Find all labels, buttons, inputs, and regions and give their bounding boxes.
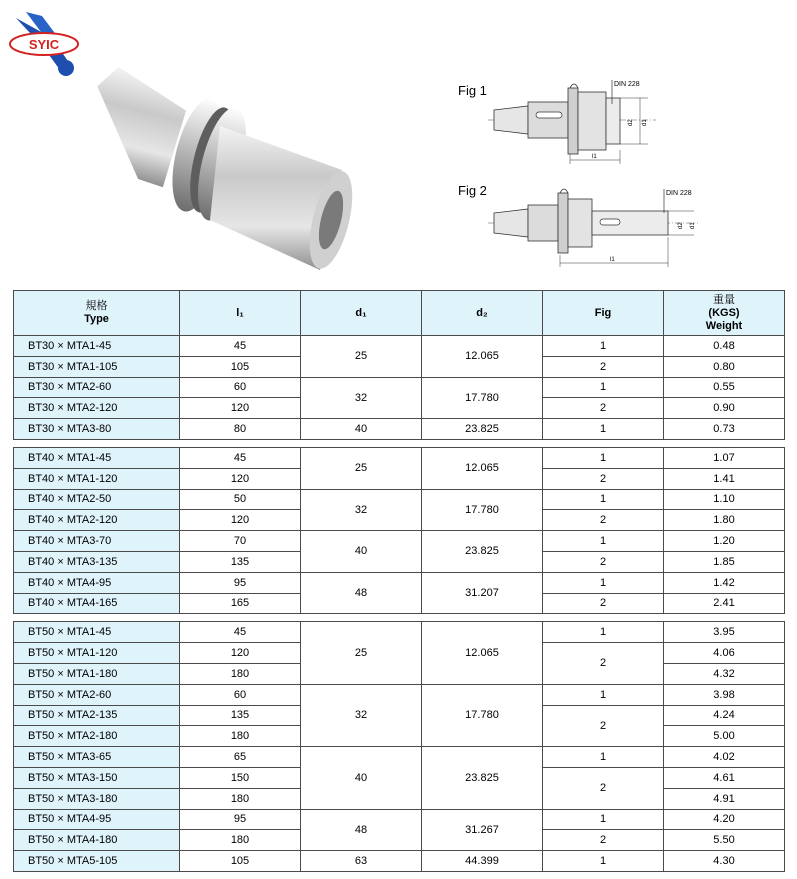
weight-cell: 4.32	[664, 663, 785, 684]
l1-cell: 180	[180, 830, 301, 851]
type-cell: BT50 × MTA4-180	[14, 830, 180, 851]
d1-cell: 25	[301, 622, 422, 684]
type-cell: BT30 × MTA1-105	[14, 356, 180, 377]
d2-cell: 31.207	[422, 572, 543, 614]
d1-cell: 40	[301, 419, 422, 440]
weight-cell: 4.24	[664, 705, 785, 726]
weight-cell: 4.30	[664, 851, 785, 872]
header-type-en: Type	[84, 313, 109, 325]
type-cell: BT40 × MTA3-70	[14, 531, 180, 552]
fig-cell: 2	[543, 705, 664, 747]
table-row	[14, 377, 785, 398]
l1-cell: 120	[180, 398, 301, 419]
l1-cell: 180	[180, 726, 301, 747]
fig-cell: 2	[543, 510, 664, 531]
header-fig: Fig	[543, 291, 664, 336]
l1-cell: 180	[180, 788, 301, 809]
type-cell: BT50 × MTA2-135	[14, 705, 180, 726]
fig-cell: 1	[543, 809, 664, 830]
table-row	[14, 531, 785, 552]
type-cell: BT30 × MTA2-120	[14, 398, 180, 419]
l1-cell: 105	[180, 851, 301, 872]
type-cell: BT50 × MTA2-180	[14, 726, 180, 747]
table-row	[14, 747, 785, 768]
fig-cell: 1	[543, 684, 664, 705]
type-cell: BT40 × MTA4-95	[14, 572, 180, 593]
l1-cell: 120	[180, 643, 301, 664]
fig1-d2-label: d2	[628, 119, 634, 126]
fig1-din-label: DIN 228	[614, 81, 640, 88]
fig-cell: 1	[543, 622, 664, 643]
d1-cell: 40	[301, 531, 422, 573]
fig-cell: 1	[543, 531, 664, 552]
fig-cell: 2	[543, 398, 664, 419]
d1-cell: 32	[301, 377, 422, 419]
fig-cell: 2	[543, 356, 664, 377]
d2-cell: 17.780	[422, 489, 543, 531]
weight-cell: 5.50	[664, 830, 785, 851]
fig-cell: 2	[543, 643, 664, 685]
d2-cell: 23.825	[422, 747, 543, 809]
weight-cell: 4.20	[664, 809, 785, 830]
type-cell: BT40 × MTA3-135	[14, 551, 180, 572]
fig-cell: 2	[543, 593, 664, 614]
type-cell: BT50 × MTA3-150	[14, 767, 180, 788]
fig1-l1-label: l1	[592, 154, 597, 160]
fig2-diagram	[488, 185, 706, 273]
weight-cell: 4.61	[664, 767, 785, 788]
fig2-din-label: DIN 228	[666, 190, 692, 197]
type-cell: BT30 × MTA3-80	[14, 419, 180, 440]
weight-cell: 5.00	[664, 726, 785, 747]
d1-cell: 32	[301, 684, 422, 746]
table-row	[14, 489, 785, 510]
d2-cell: 12.065	[422, 622, 543, 684]
d2-cell: 17.780	[422, 684, 543, 746]
header-row	[14, 291, 785, 336]
type-cell: BT40 × MTA4-165	[14, 593, 180, 614]
weight-cell: 4.02	[664, 747, 785, 768]
header-weight-en: Weight	[705, 319, 743, 332]
weight-cell: 1.42	[664, 572, 785, 593]
type-cell: BT50 × MTA3-65	[14, 747, 180, 768]
type-cell: BT40 × MTA1-120	[14, 468, 180, 489]
l1-cell: 65	[180, 747, 301, 768]
weight-cell: 0.48	[664, 336, 785, 357]
type-cell: BT30 × MTA1-45	[14, 336, 180, 357]
fig2-label: Fig 2	[458, 183, 487, 198]
l1-cell: 95	[180, 572, 301, 593]
weight-cell: 4.91	[664, 788, 785, 809]
d2-cell: 23.825	[422, 419, 543, 440]
group-separator	[14, 614, 785, 622]
table-row	[14, 851, 785, 872]
l1-cell: 45	[180, 622, 301, 643]
fig-cell: 1	[543, 851, 664, 872]
l1-cell: 120	[180, 468, 301, 489]
d2-cell: 31.267	[422, 809, 543, 851]
d1-cell: 48	[301, 809, 422, 851]
type-cell: BT40 × MTA1-45	[14, 447, 180, 468]
table-row	[14, 684, 785, 705]
fig1-d1-label: d1	[642, 119, 648, 126]
l1-cell: 135	[180, 705, 301, 726]
weight-cell: 1.20	[664, 531, 785, 552]
table-row	[14, 419, 785, 440]
table-row	[14, 336, 785, 357]
weight-cell: 0.90	[664, 398, 785, 419]
d2-cell: 17.780	[422, 377, 543, 419]
spec-table	[13, 290, 785, 872]
fig-cell: 1	[543, 419, 664, 440]
d2-cell: 23.825	[422, 531, 543, 573]
type-cell: BT50 × MTA2-60	[14, 684, 180, 705]
fig1-label: Fig 1	[458, 83, 487, 98]
l1-cell: 165	[180, 593, 301, 614]
tool-holder-image	[80, 60, 360, 275]
weight-cell: 1.85	[664, 551, 785, 572]
table-row	[14, 809, 785, 830]
l1-cell: 45	[180, 336, 301, 357]
l1-cell: 120	[180, 510, 301, 531]
l1-cell: 45	[180, 447, 301, 468]
fig2-d2-label: d2	[678, 222, 684, 229]
weight-cell: 1.80	[664, 510, 785, 531]
table-row	[14, 447, 785, 468]
type-cell: BT50 × MTA4-95	[14, 809, 180, 830]
type-cell: BT50 × MTA3-180	[14, 788, 180, 809]
d1-cell: 25	[301, 336, 422, 378]
group-separator	[14, 439, 785, 447]
d1-cell: 32	[301, 489, 422, 531]
l1-cell: 70	[180, 531, 301, 552]
weight-cell: 1.07	[664, 447, 785, 468]
weight-cell: 2.41	[664, 593, 785, 614]
fig-cell: 1	[543, 377, 664, 398]
weight-cell: 0.55	[664, 377, 785, 398]
type-cell: BT50 × MTA1-180	[14, 663, 180, 684]
fig-cell: 2	[543, 767, 664, 809]
syic-logo	[8, 8, 80, 78]
type-cell: BT50 × MTA1-120	[14, 643, 180, 664]
fig-cell: 1	[543, 747, 664, 768]
type-cell: BT50 × MTA1-45	[14, 622, 180, 643]
header-d1: d₁	[301, 291, 422, 336]
l1-cell: 135	[180, 551, 301, 572]
fig-cell: 2	[543, 551, 664, 572]
header-weight-unit: (KGS)	[708, 306, 740, 319]
header-l1: l₁	[180, 291, 301, 336]
fig-cell: 1	[543, 447, 664, 468]
d2-cell: 44.399	[422, 851, 543, 872]
l1-cell: 180	[180, 663, 301, 684]
weight-cell: 0.73	[664, 419, 785, 440]
type-cell: BT50 × MTA5-105	[14, 851, 180, 872]
header-weight-cn: 重量	[713, 293, 735, 306]
header-type-cn: 規格	[85, 300, 108, 312]
logo-text: SYIC	[28, 37, 60, 52]
l1-cell: 105	[180, 356, 301, 377]
l1-cell: 150	[180, 767, 301, 788]
l1-cell: 80	[180, 419, 301, 440]
fig2-d1-label: d1	[690, 222, 696, 229]
fig-cell: 2	[543, 468, 664, 489]
weight-cell: 1.41	[664, 468, 785, 489]
d1-cell: 40	[301, 747, 422, 809]
d1-cell: 48	[301, 572, 422, 614]
d1-cell: 25	[301, 447, 422, 489]
table-row	[14, 622, 785, 643]
weight-cell: 3.98	[664, 684, 785, 705]
fig-cell: 1	[543, 336, 664, 357]
header-type	[14, 291, 180, 336]
d1-cell: 63	[301, 851, 422, 872]
d2-cell: 12.065	[422, 447, 543, 489]
header-weight	[664, 291, 785, 336]
header-d2: d₂	[422, 291, 543, 336]
fig1-diagram	[488, 72, 666, 170]
weight-cell: 3.95	[664, 622, 785, 643]
l1-cell: 95	[180, 809, 301, 830]
fig-cell: 1	[543, 489, 664, 510]
table-row	[14, 572, 785, 593]
fig-cell: 2	[543, 830, 664, 851]
type-cell: BT40 × MTA2-50	[14, 489, 180, 510]
type-cell: BT40 × MTA2-120	[14, 510, 180, 531]
weight-cell: 1.10	[664, 489, 785, 510]
fig-cell: 1	[543, 572, 664, 593]
l1-cell: 50	[180, 489, 301, 510]
weight-cell: 4.06	[664, 643, 785, 664]
weight-cell: 0.80	[664, 356, 785, 377]
fig2-l1-label: l1	[610, 257, 615, 263]
type-cell: BT30 × MTA2-60	[14, 377, 180, 398]
d2-cell: 12.065	[422, 336, 543, 378]
l1-cell: 60	[180, 377, 301, 398]
l1-cell: 60	[180, 684, 301, 705]
